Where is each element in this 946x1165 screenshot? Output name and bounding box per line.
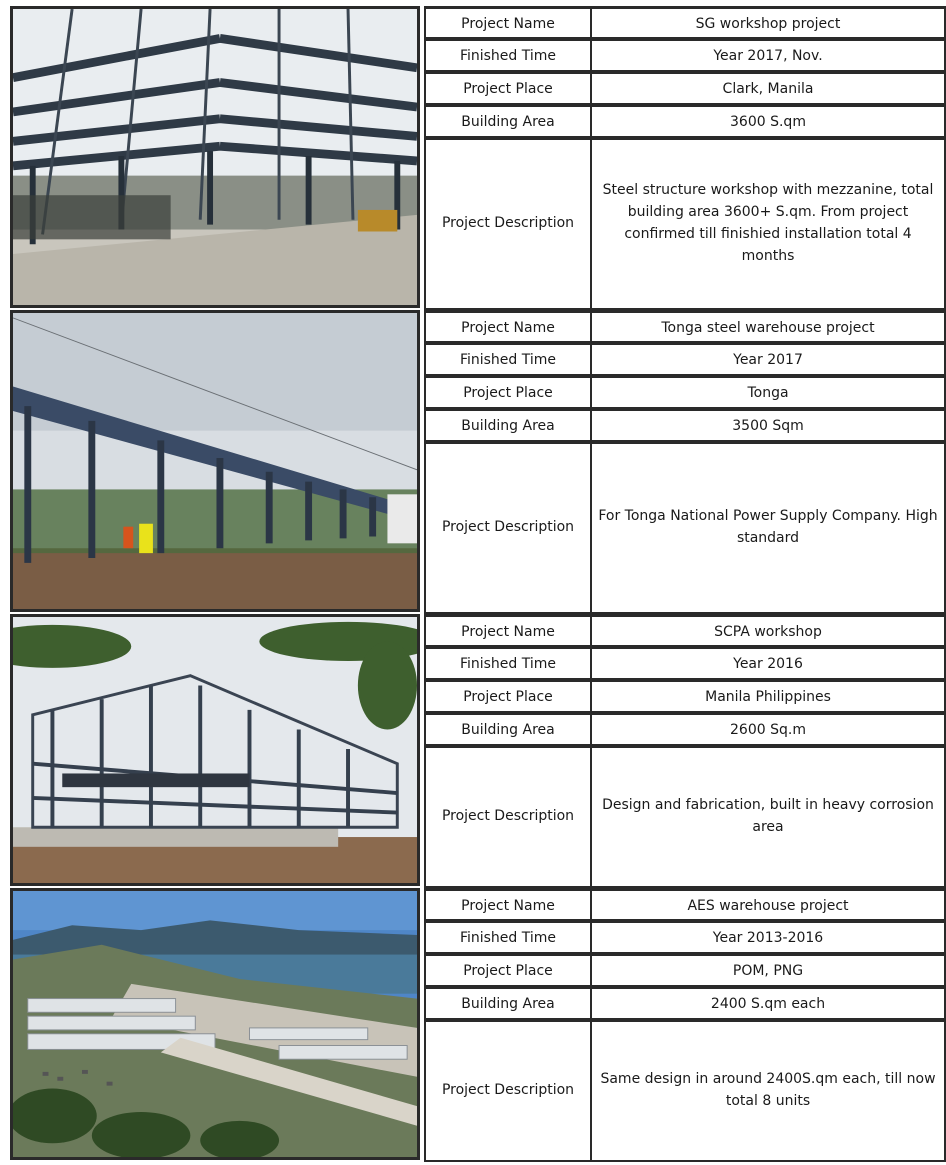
project-entry bbox=[10, 310, 946, 612]
project-place-value: Tonga bbox=[590, 374, 946, 411]
project-description-label: Project Description bbox=[424, 136, 592, 310]
building-area-label: Building Area bbox=[424, 985, 592, 1022]
finished-time-label: Finished Time bbox=[424, 37, 592, 74]
building-area-value: 2600 Sq.m bbox=[590, 711, 946, 748]
project-name-value: SG workshop project bbox=[590, 6, 946, 41]
project-name-label: Project Name bbox=[424, 6, 592, 41]
building-area-value: 2400 S.qm each bbox=[590, 985, 946, 1022]
project-name-value: Tonga steel warehouse project bbox=[590, 310, 946, 345]
project-entry bbox=[10, 614, 946, 886]
building-area-label: Building Area bbox=[424, 407, 592, 444]
building-area-value: 3500 Sqm bbox=[590, 407, 946, 444]
project-name-label: Project Name bbox=[424, 614, 592, 649]
project-place-label: Project Place bbox=[424, 70, 592, 107]
project-description-value: Steel structure workshop with mezzanine, total building area 3600+ S.qm. From project confirmed till finishied installation total 4 months bbox=[590, 136, 946, 310]
project-place-value: POM, PNG bbox=[590, 952, 946, 989]
steel-warehouse-frame-photo bbox=[10, 310, 420, 612]
project-place-label: Project Place bbox=[424, 678, 592, 715]
project-place-value: Clark, Manila bbox=[590, 70, 946, 107]
project-description-label: Project Description bbox=[424, 440, 592, 614]
project-name-label: Project Name bbox=[424, 310, 592, 345]
project-description-label: Project Description bbox=[424, 1018, 592, 1162]
finished-time-value: Year 2016 bbox=[590, 645, 946, 682]
building-area-label: Building Area bbox=[424, 103, 592, 140]
finished-time-value: Year 2017, Nov. bbox=[590, 37, 946, 74]
aerial-warehouse-site-photo bbox=[10, 888, 420, 1160]
project-description-label: Project Description bbox=[424, 744, 592, 888]
steel-workshop-frame-with-palms-photo bbox=[10, 614, 420, 886]
finished-time-value: Year 2013-2016 bbox=[590, 919, 946, 956]
project-description-value: For Tonga National Power Supply Company. High standard bbox=[590, 440, 946, 614]
project-name-value: SCPA workshop bbox=[590, 614, 946, 649]
finished-time-label: Finished Time bbox=[424, 645, 592, 682]
project-description-value: Design and fabrication, built in heavy corrosion area bbox=[590, 744, 946, 888]
finished-time-label: Finished Time bbox=[424, 919, 592, 956]
project-name-label: Project Name bbox=[424, 888, 592, 923]
project-place-label: Project Place bbox=[424, 374, 592, 411]
project-entry bbox=[10, 888, 946, 1160]
project-name-value: AES warehouse project bbox=[590, 888, 946, 923]
building-area-label: Building Area bbox=[424, 711, 592, 748]
finished-time-value: Year 2017 bbox=[590, 341, 946, 378]
project-entry bbox=[10, 6, 946, 308]
steel-frame-workshop-photo bbox=[10, 6, 420, 308]
project-place-label: Project Place bbox=[424, 952, 592, 989]
finished-time-label: Finished Time bbox=[424, 341, 592, 378]
project-description-value: Same design in around 2400S.qm each, till now total 8 units bbox=[590, 1018, 946, 1162]
project-place-value: Manila Philippines bbox=[590, 678, 946, 715]
building-area-value: 3600 S.qm bbox=[590, 103, 946, 140]
